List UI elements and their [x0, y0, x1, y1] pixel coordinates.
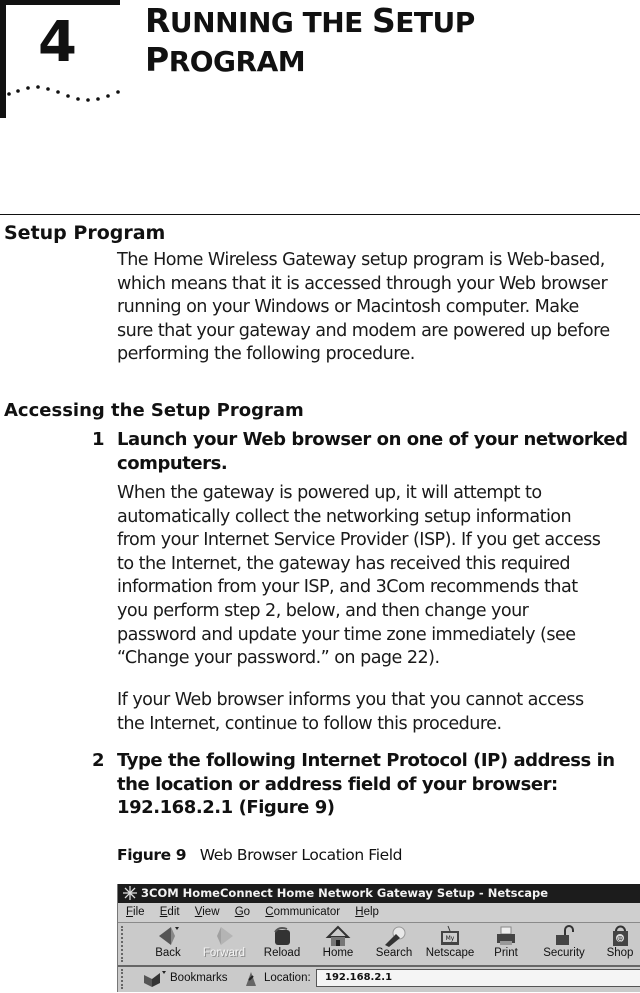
text-line: running on your Windows or Macintosh computer. Make: [117, 297, 579, 318]
home-button[interactable]: [310, 925, 366, 959]
menu-label: ommunicator: [273, 906, 341, 918]
menu-label: o: [243, 906, 251, 918]
location-toolbar: [118, 967, 640, 992]
title-smallcaps: ROGRAM: [168, 45, 306, 78]
reload-button[interactable]: [254, 925, 310, 959]
text-line: performing the following procedure.: [117, 344, 415, 365]
figure-caption: [117, 845, 402, 865]
text-line: If your Web browser informs you that you cannot access: [117, 690, 584, 710]
svg-text:@: @: [617, 935, 623, 943]
step-1-number: 1: [92, 429, 105, 450]
title-smallcaps: ETUP: [395, 6, 475, 39]
chapter-number: 4: [38, 10, 77, 75]
text-line: computers.: [117, 452, 228, 474]
section-heading-accessing: Accessing the Setup Program: [4, 400, 304, 421]
button-label: Search: [375, 947, 413, 959]
text-line: Type the following Internet Protocol (IP) address in: [117, 750, 615, 771]
accel-key: H: [355, 906, 364, 918]
menu-label: dit: [167, 906, 180, 918]
back-arrow-icon: [155, 925, 181, 947]
step-1-paragraph-2: [117, 689, 637, 736]
text-line: automatically collect the networking setup information: [117, 506, 572, 527]
home-icon: [325, 925, 351, 947]
location-page-icon[interactable]: [243, 970, 259, 988]
menu-help[interactable]: [355, 906, 379, 918]
step-2-title: [117, 749, 637, 820]
menu-file[interactable]: [126, 906, 145, 918]
text-line: you perform step 2, below, and then change your: [117, 600, 529, 621]
forward-arrow-icon: [211, 925, 237, 947]
title-initial: R: [145, 1, 170, 40]
dotted-wave-decoration-icon: [4, 80, 124, 104]
section-heading-setup-program: Setup Program: [4, 222, 166, 244]
navigation-toolbar: [118, 923, 640, 967]
printer-icon: [493, 925, 519, 947]
accel-key: C: [265, 906, 274, 918]
text-line: the Internet, continue to follow this procedure.: [117, 713, 502, 734]
netscape-tv-icon: [437, 925, 463, 947]
padlock-icon: [551, 925, 577, 947]
text-line: password and update your time zone immediately (see: [117, 624, 576, 645]
text-line: When the gateway is powered up, it will attempt to: [117, 483, 542, 503]
search-flashlight-icon: [381, 925, 407, 947]
back-button[interactable]: [140, 925, 196, 959]
accel-key: V: [194, 906, 203, 918]
accel-key: F: [126, 906, 134, 918]
text-line: which means that it is accessed through your Web browser: [117, 273, 608, 294]
toolbar-grip-handle[interactable]: [121, 926, 129, 962]
title-initial: S: [372, 1, 396, 40]
title-initial: P: [145, 40, 169, 79]
shop-button[interactable]: [592, 925, 640, 959]
button-label: Security: [543, 947, 585, 959]
menu-edit[interactable]: [160, 906, 180, 918]
figure-caption-text: Web Browser Location Field: [199, 846, 403, 864]
text-line: the location or address field of your browser:: [117, 773, 558, 795]
menu-view[interactable]: [195, 906, 220, 918]
step-1-paragraph-1: [117, 482, 637, 671]
chapter-title-line-2: [145, 41, 635, 80]
menu-label: elp: [363, 906, 379, 918]
button-label: Reload: [263, 947, 301, 959]
netscape-app-icon: [122, 885, 138, 901]
location-label: Location:: [264, 972, 311, 984]
svg-text:My: My: [445, 935, 455, 942]
bookmarks-button[interactable]: Bookmarks: [170, 972, 228, 984]
title-smallcaps: UNNING THE: [169, 6, 373, 39]
page-reference-link[interactable]: “Change your password.” on page 22).: [117, 648, 440, 669]
reload-icon: [269, 925, 295, 947]
text-line: information from your ISP, and 3Com recommends that: [117, 577, 578, 598]
text-line: sure that your gateway and modem are powered up before: [117, 320, 610, 341]
window-titlebar: [118, 884, 640, 903]
shopping-bag-icon: [607, 925, 633, 947]
text-line: 192.168.2.1 (Figure 9): [117, 797, 335, 819]
window-title: 3COM HomeConnect Home Network Gateway Setup - Netscape: [141, 886, 549, 900]
text-line: to the Internet, the gateway has received this required: [117, 553, 570, 574]
search-button[interactable]: [366, 925, 422, 959]
button-label: Home: [322, 947, 354, 959]
text-line: from your Internet Service Provider (ISP). If you get access: [117, 530, 601, 551]
intro-paragraph: [117, 249, 637, 367]
forward-button[interactable]: [196, 925, 252, 959]
menu-label: iew: [202, 906, 220, 918]
chapter-marker: [0, 0, 120, 118]
figure-label: Figure 9: [117, 846, 187, 864]
text-line: Launch your Web browser on one of your networked: [117, 429, 628, 450]
button-label: Print: [494, 947, 518, 959]
netscape-button[interactable]: [422, 925, 478, 959]
button-label: Back: [155, 947, 181, 959]
chapter-title: [145, 2, 635, 80]
security-button[interactable]: [536, 925, 592, 959]
step-1-title: [117, 428, 637, 475]
button-label: Netscape: [425, 947, 475, 959]
location-address-input[interactable]: [316, 969, 640, 987]
chapter-top-bar: [0, 0, 120, 5]
text-line: The Home Wireless Gateway setup program is Web-based,: [117, 250, 605, 270]
toolbar-grip-handle[interactable]: [121, 969, 129, 989]
bookmarks-icon[interactable]: [142, 969, 168, 989]
menu-bar: [118, 903, 640, 923]
accel-key: E: [159, 906, 168, 918]
chapter-title-line-1: [145, 2, 635, 41]
print-button[interactable]: [478, 925, 534, 959]
step-2-number: 2: [92, 750, 105, 771]
button-label: Forward: [202, 947, 246, 959]
browser-window-figure: [117, 884, 640, 992]
button-label: Shop: [606, 947, 634, 959]
menu-label: ile: [133, 906, 145, 918]
section-divider: [0, 214, 640, 215]
accel-key: G: [234, 906, 244, 918]
menu-go[interactable]: [235, 906, 250, 918]
menu-communicator[interactable]: [265, 906, 340, 918]
